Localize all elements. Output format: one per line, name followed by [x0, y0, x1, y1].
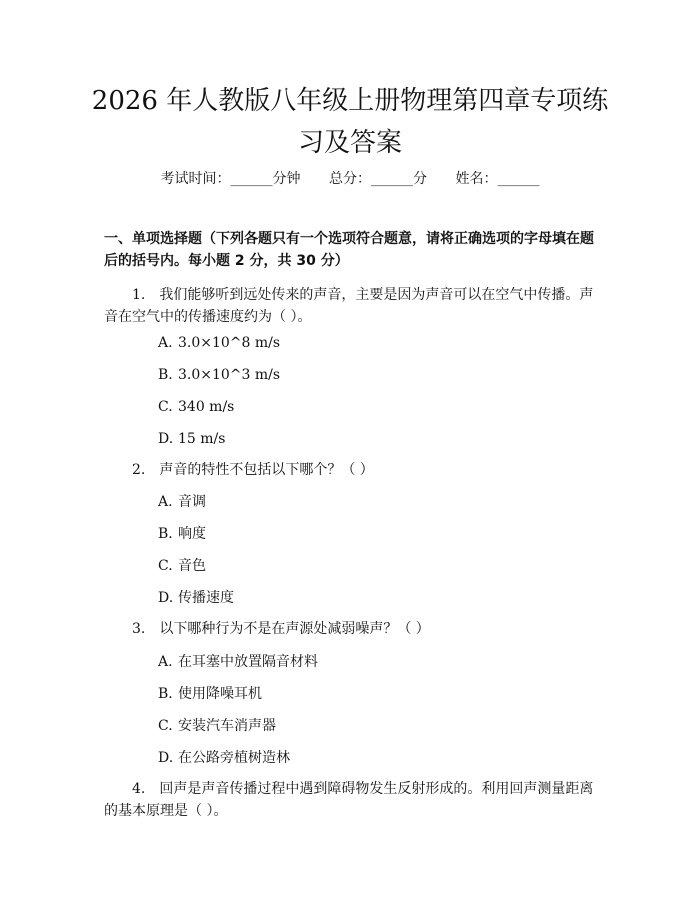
question-1-option-b: [158, 365, 280, 385]
option-letter: D.: [158, 590, 174, 606]
exam-meta: [0, 169, 700, 189]
question-3: [104, 618, 596, 640]
question-3-option-d: [158, 748, 290, 768]
student-name-field: 姓名：______: [455, 171, 540, 187]
question-2-option-c: [158, 556, 206, 576]
question-number: 4.: [132, 781, 146, 797]
question-text: 回声是声音传播过程中遇到障碍物发生反射形成的。利用回声测量距离的基本原理是（ ）。: [104, 781, 594, 819]
option-text: 3.0×10^8 m/s: [178, 335, 281, 351]
question-3-option-c: [158, 716, 276, 736]
option-letter: A.: [158, 335, 173, 351]
question-text: 以下哪种行为不是在声源处减弱噪声？（ ）: [159, 621, 430, 637]
question-text: 声音的特性不包括以下哪个？（ ）: [159, 462, 374, 478]
option-letter: A.: [158, 654, 173, 670]
question-text: 我们能够听到远处传来的声音，主要是因为声音可以在空气中传播。声音在空气中的传播速度约为（ ）。: [104, 287, 594, 325]
question-number: 2.: [132, 462, 146, 478]
option-letter: A.: [158, 494, 173, 510]
question-number: 1.: [132, 287, 146, 303]
option-text: 音调: [178, 494, 206, 510]
question-2: [104, 459, 596, 481]
option-text: 音色: [178, 558, 206, 574]
option-letter: B.: [158, 526, 173, 542]
document-title-line-2: 习及答案: [297, 128, 402, 158]
question-2-option-a: [158, 492, 206, 512]
option-text: 3.0×10^3 m/s: [178, 367, 281, 383]
question-1-option-a: [158, 333, 280, 353]
option-text: 15 m/s: [178, 431, 226, 447]
question-1-option-c: [158, 397, 234, 417]
question-3-option-a: [158, 652, 318, 672]
question-4: [104, 778, 596, 822]
option-letter: B.: [158, 367, 173, 383]
option-letter: D.: [158, 750, 174, 766]
option-text: 在公路旁植树造林: [178, 750, 290, 766]
section-heading-single-choice: 一、单项选择题（下列各题只有一个选项符合题意，请将正确选项的字母填在题后的括号内。每小题 2 分，共 30 分）: [104, 231, 594, 269]
option-text: 安装汽车消声器: [178, 718, 276, 734]
option-letter: C.: [158, 718, 173, 734]
option-text: 响度: [178, 526, 206, 542]
document-title-line-1: 2026 年人教版八年级上册物理第四章专项练: [91, 86, 609, 116]
option-text: 340 m/s: [178, 399, 235, 415]
option-text: 在耳塞中放置隔音材料: [178, 654, 318, 670]
question-1: [104, 284, 596, 328]
total-score-field: 总分：______分: [329, 171, 427, 187]
question-2-option-d: [158, 588, 234, 608]
option-letter: C.: [158, 558, 173, 574]
option-text: 使用降噪耳机: [178, 686, 262, 702]
option-letter: C.: [158, 399, 173, 415]
exam-time-field: 考试时间：______分钟: [160, 171, 301, 187]
question-3-option-b: [158, 684, 262, 704]
question-2-option-b: [158, 524, 206, 544]
option-letter: D.: [158, 431, 174, 447]
question-number: 3.: [132, 621, 146, 637]
question-1-option-d: [158, 429, 225, 449]
option-text: 传播速度: [178, 590, 234, 606]
option-letter: B.: [158, 686, 173, 702]
